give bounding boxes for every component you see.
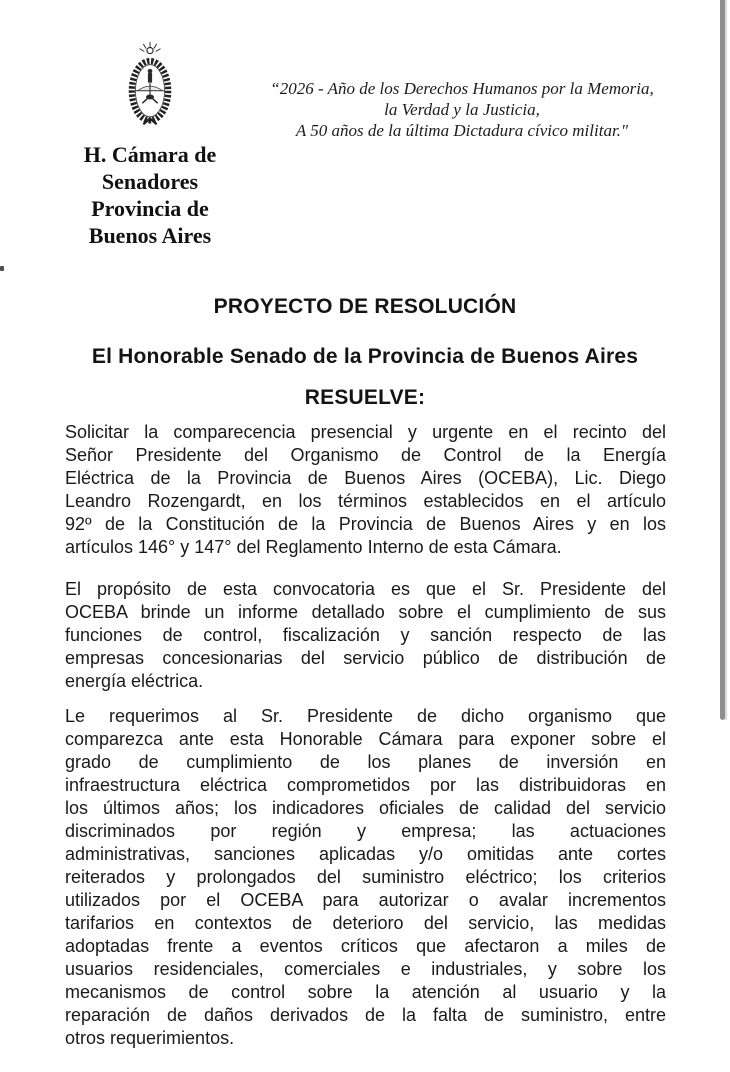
paragraph-2 <box>65 578 666 693</box>
doc-title: PROYECTO DE RESOLUCIÓN <box>213 295 517 318</box>
institution-name <box>52 141 248 249</box>
text-line: Eléctrica de la Provincia de Buenos Aires (OCEBA), Lic. Diego <box>65 468 666 488</box>
text-line: Senadores <box>101 169 199 194</box>
text-line: A 50 años de la última Dictadura cívico militar." <box>295 121 629 140</box>
text-line: El propósito de esta convocatoria es que el Sr. Presidente del <box>65 579 666 599</box>
year-quote <box>248 78 676 141</box>
text-line: H. Cámara de <box>83 142 217 167</box>
text-line: Le requerimos al Sr. Presidente de dicho organismo que <box>65 706 666 726</box>
text-line: empresas concesionarias del servicio público de distribución de <box>65 648 666 668</box>
text-line: “2026 - Año de los Derechos Humanos por la Memoria, <box>270 79 654 98</box>
text-line: administrativas, sanciones aplicadas y/o omitidas ante cortes <box>65 844 666 864</box>
text-line: usuarios residenciales, comerciales e industriales, y sobre los <box>65 959 666 979</box>
text-line: utilizados por el OCEBA para autorizar o avalar incrementos <box>65 890 666 910</box>
text-line: funciones de control, fiscalización y sanción respecto de las <box>65 625 666 645</box>
doc-subtitle: El Honorable Senado de la Provincia de Buenos Aires <box>91 345 639 368</box>
text-line: reiterados y prolongados del suministro eléctrico; los criterios <box>65 867 666 887</box>
text-line: adoptadas frente a eventos críticos que afectaron a miles de <box>65 936 666 956</box>
scan-artifact <box>0 266 4 271</box>
text-line: mecanismos de control sobre la atención al usuario y la <box>65 982 666 1002</box>
text-line: 92º de la Constitución de la Provincia de Buenos Aires y en los <box>65 514 666 534</box>
text-line: discriminados por región y empresa; las actuaciones <box>65 821 666 841</box>
text-line: artículos 146° y 147° del Reglamento Interno de esta Cámara. <box>65 537 562 557</box>
scrollbar-thumb[interactable] <box>720 0 725 720</box>
coat-of-arms-icon <box>121 41 179 129</box>
text-line: OCEBA brinde un informe detallado sobre el cumplimiento de sus <box>65 602 666 622</box>
text-line: la Verdad y la Justicia, <box>384 100 540 119</box>
text-line: otros requerimientos. <box>65 1028 235 1048</box>
text-line: grado de cumplimiento de los planes de inversión en <box>65 752 666 772</box>
text-line: reparación de daños derivados de la falta de suministro, entre <box>65 1005 666 1025</box>
text-line: energía eléctrica. <box>65 671 204 691</box>
paragraph-3 <box>65 705 666 1050</box>
resolve-heading: RESUELVE: <box>304 386 426 409</box>
text-line: Provincia de <box>91 196 209 221</box>
text-line: los últimos años; los indicadores oficiales de calidad del servicio <box>65 798 666 818</box>
paragraph-1 <box>65 421 666 559</box>
text-line: comparezca ante esta Honorable Cámara para exponer sobre el <box>65 729 666 749</box>
text-line: Señor Presidente del Organismo de Control de la Energía <box>65 445 666 465</box>
text-line: tarifarios en contextos de deterioro del servicio, las medidas <box>65 913 666 933</box>
text-line: Leandro Rozengardt, en los términos establecidos en el artículo <box>65 491 666 511</box>
text-line: Solicitar la comparecencia presencial y urgente en el recinto del <box>65 422 666 442</box>
text-line: infraestructura eléctrica comprometidos por las distribuidoras en <box>65 775 666 795</box>
scrollbar-track <box>725 0 727 720</box>
text-line: Buenos Aires <box>88 223 212 248</box>
